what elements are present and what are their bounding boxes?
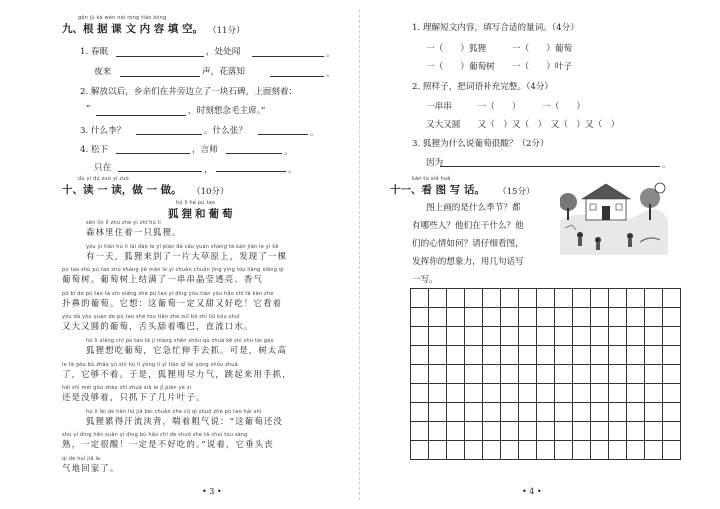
grid-cell[interactable] <box>627 403 645 422</box>
story-title: 狐狸和葡萄 <box>168 208 236 220</box>
grid-cell[interactable] <box>573 308 591 327</box>
q9-1d: 声，花落知 <box>202 67 245 77</box>
grid-cell[interactable] <box>591 327 609 346</box>
blank[interactable] <box>96 115 186 116</box>
grid-cell[interactable] <box>555 327 573 346</box>
prompt-line: 发挥你的想象力，用几句话写 <box>412 257 524 267</box>
grid-cell[interactable] <box>537 365 555 384</box>
grid-cell[interactable] <box>501 422 519 441</box>
grid-cell[interactable] <box>555 289 573 308</box>
story-line-pinyin: pū bí de pú tao tā xīn xiǎng zhè pú tao yí dìng yòu tián yòu hǎo chī tā kàn zhe <box>62 290 274 297</box>
story-line: 狐狸想吃葡萄，它急忙伸手去抓。可是，树太高 <box>86 345 288 355</box>
story-line-pinyin: le tā gòu bù zháo yú shì hú li yòng lì yì tiào qǐ lái yòng shǒu zhuā <box>62 361 238 368</box>
grid-cell[interactable] <box>591 308 609 327</box>
blank[interactable] <box>116 153 190 154</box>
blank[interactable] <box>136 134 202 135</box>
grid-cell[interactable] <box>519 365 537 384</box>
grid-cell[interactable] <box>447 403 465 422</box>
grid-cell[interactable] <box>537 403 555 422</box>
story-line: 气地回家了。 <box>62 463 120 473</box>
grid-cell[interactable] <box>663 327 681 346</box>
grid-cell[interactable] <box>519 384 537 403</box>
grid-cell[interactable] <box>411 308 429 327</box>
story-line-pinyin: hú li xiǎng chī pú tao tā jí máng shēn shǒu qù zhuā kě shì shù tài gāo <box>86 338 274 344</box>
q3-answer-label: 因为 <box>426 158 444 168</box>
grid-cell[interactable] <box>429 365 447 384</box>
story-line-pinyin: hú li lèi de hàn liú jiā bèi chuǎn zhe cū qì shuō zhè pú tao hái shì <box>86 408 262 415</box>
grid-cell[interactable] <box>645 441 663 460</box>
story-line-pinyin: yòu dà yòu yuán de pú tao shé tou tiǎn zhe zuǐ bā zhí liú kǒu shuǐ <box>62 314 240 321</box>
grid-cell[interactable] <box>429 384 447 403</box>
grid-cell[interactable] <box>609 365 627 384</box>
blank[interactable] <box>216 171 286 172</box>
grid-cell[interactable] <box>591 365 609 384</box>
grid-cell[interactable] <box>609 384 627 403</box>
grid-cell[interactable] <box>447 365 465 384</box>
grid-cell[interactable] <box>627 327 645 346</box>
grid-cell[interactable] <box>411 289 429 308</box>
grid-cell[interactable] <box>555 422 573 441</box>
story-line-pinyin: sēn lín lǐ zhù zhe yì zhī hú li <box>86 220 161 226</box>
grid-cell[interactable] <box>483 422 501 441</box>
grid-cell[interactable] <box>501 441 519 460</box>
grid-cell[interactable] <box>411 384 429 403</box>
grid-cell[interactable] <box>645 365 663 384</box>
grid-cell[interactable] <box>429 327 447 346</box>
grid-cell[interactable] <box>465 308 483 327</box>
grid-cell[interactable] <box>573 403 591 422</box>
sec11-pinyin: kàn tú xiě huà <box>412 176 451 182</box>
grid-cell[interactable] <box>483 365 501 384</box>
q3-blank[interactable] <box>440 166 660 167</box>
grid-cell[interactable] <box>627 384 645 403</box>
grid-cell[interactable] <box>465 365 483 384</box>
grid-cell[interactable] <box>609 441 627 460</box>
grid-cell[interactable] <box>429 422 447 441</box>
grid-cell[interactable] <box>663 441 681 460</box>
grid-cell[interactable] <box>411 365 429 384</box>
q1: 1. 理解短文内容，填写合适的量词。（4分） <box>412 23 579 33</box>
sec9-pinyin: gēn jù kè wén nèi róng tián kòng <box>78 15 167 21</box>
grid-cell[interactable] <box>429 403 447 422</box>
grid-cell[interactable] <box>555 365 573 384</box>
q9-2b: “ <box>86 104 91 114</box>
grid-cell[interactable] <box>501 327 519 346</box>
grid-cell[interactable] <box>501 403 519 422</box>
q9-4a: 4. 松下 <box>80 145 109 155</box>
story-line-pinyin: qì de huí jiā le <box>62 456 101 462</box>
grid-cell[interactable] <box>537 422 555 441</box>
sec10-title: 十、读 一 读，做 一 做。 <box>62 184 182 196</box>
grid-cell[interactable] <box>483 308 501 327</box>
q2: 2. 照样子，把词语补充完整。（4分） <box>412 82 554 92</box>
grid-cell[interactable] <box>501 308 519 327</box>
grid-cell[interactable] <box>645 422 663 441</box>
blank[interactable] <box>252 56 324 57</box>
grid-cell[interactable] <box>555 441 573 460</box>
grid-cell[interactable] <box>555 308 573 327</box>
grid-cell[interactable] <box>627 441 645 460</box>
q9-2c: ，时刻想念毛主席。” <box>188 106 266 116</box>
grid-cell[interactable] <box>483 441 501 460</box>
grid-cell[interactable] <box>573 441 591 460</box>
grid-cell[interactable] <box>663 346 681 365</box>
grid-cell[interactable] <box>483 327 501 346</box>
grid-cell[interactable] <box>627 308 645 327</box>
grid-cell[interactable] <box>411 422 429 441</box>
grid-cell[interactable] <box>447 308 465 327</box>
story-line-pinyin: yǒu yì tiān hú li lái dào le yí piàn dà cǎo yuán shàng tā kàn jiàn le yì kē <box>86 243 279 250</box>
story-line: 还是没够着，只抓下了几片叶子。 <box>62 392 206 403</box>
story-line-pinyin: shú yí dìng hěn suān yí dìng bù hǎo chī de shuō zhe tā chuí tóu sàng <box>62 432 248 439</box>
grid-cell[interactable] <box>627 346 645 365</box>
grid-cell[interactable] <box>573 346 591 365</box>
page-number: • 3 • <box>202 487 222 496</box>
grid-cell[interactable] <box>573 384 591 403</box>
grid-cell[interactable] <box>645 327 663 346</box>
grid-cell[interactable] <box>429 308 447 327</box>
grid-cell[interactable] <box>573 422 591 441</box>
story-line: 有一天，狐狸来到了一片大草原上，发现了一棵 <box>86 250 288 261</box>
grid-cell[interactable] <box>591 384 609 403</box>
grid-cell[interactable] <box>411 346 429 365</box>
q9-1b: ，处处闻 <box>206 47 241 57</box>
story-line: 熟，一定很酸！一定是不好吃的。”说着，它垂头丧 <box>62 439 274 450</box>
blank[interactable] <box>118 171 202 172</box>
spring-scene-illustration <box>560 180 668 255</box>
grid-cell[interactable] <box>537 327 555 346</box>
prompt-line: 有哪些人？他们在干什么？他 <box>412 221 524 231</box>
grid-cell[interactable] <box>483 289 501 308</box>
q2-row1: 一串串 一（ ） 一（ ） <box>426 102 585 112</box>
grid-cell[interactable] <box>537 384 555 403</box>
grid-cell[interactable] <box>483 346 501 365</box>
grid-cell[interactable] <box>537 346 555 365</box>
story-line: 扑鼻的葡萄。它想：这葡萄一定又甜又好吃！它看着 <box>62 297 283 308</box>
grid-cell[interactable] <box>645 403 663 422</box>
q9-4b: ，言师 <box>192 145 218 155</box>
grid-cell[interactable] <box>537 308 555 327</box>
blank[interactable] <box>226 153 282 154</box>
grid-cell[interactable] <box>591 422 609 441</box>
q9-3a: 3. 什么李？ <box>80 126 126 136</box>
story-line: 葡萄树。葡萄树上结满了一串串晶莹透亮、香气 <box>62 274 264 285</box>
grid-cell[interactable] <box>465 441 483 460</box>
grid-cell[interactable] <box>411 327 429 346</box>
left-page: gēn jù kè wén nèi róng tián kòng 九、根 据 课 文 内 容 填 空。 （11分） 1. 春眠 ，处处闻 。 夜来 声，花落知 。 2. 解放以后，乡亲们在井旁边立了一块石碑，上面刻着： “ ，时刻想念毛主席。” 3. 什么李？ 。什么张？ 。 4. 松下 ，言师 。 只在 ， 。 dú yi dú zuò yi zuò 十、读 一 读，做 一 做。 （10分） hú li hé pú tao 狐狸和葡萄 sēn lín lǐ zhù zhe yì zhī hú li 森林里住着一只狐狸。 yǒu yì tiān hú li lái dào le yí piàn dà cǎo yuán shàng tā kàn jiàn le yì kē 有一天，狐狸来到了一片大草原上，发现了一棵 pú tao shù pú tao shù shàng jiē mǎn le yí chuàn chuàn jīng yíng tòu liàng xiāng qì 葡萄树。葡萄树上结满了一串串晶莹透亮、香气 pū bí de pú tao tā xīn xiǎng zhè pú tao yí dìng yòu tián yòu hǎo chī tā kàn zhe 扑鼻的葡萄。它想：这葡萄一定又甜又好吃！它看着 yòu dà yòu yuán de pú tao shé tou tiǎn zhe zuǐ bā zhí liú kǒu shuǐ 又大又圆的葡萄，舌头舔着嘴巴，直流口水。 hú li xiǎng chī pú tao tā jí máng shēn shǒu qù zhuā kě shì shù tài gāo 狐狸想吃葡萄，它急忙伸手去抓。可是，树太高 le tā gòu bù zháo yú shì hú li yòng lì yì tiào qǐ lái yòng shǒu zhuā 了，它够不着。于是，狐狸用尽力气，跳起来用手抓， hái shì méi gòu zháo zhǐ zhuā xià le jǐ piàn yè zi 还是没够着，只抓下了几片叶子。 hú li lèi de hàn liú jiā bèi chuǎn zhe cū qì shuō zhè pú tao hái shì 狐狸累得汗流浃背，喘着粗气说：“这葡萄还没 shú yí dìng hěn suān yí dìng bù hǎo chī de shuō zhe tā chuí tóu sàng 熟，一定很酸！一定是不好吃的。”说着，它垂头丧 qì de huí jiā le 气地回家了。 • 3 • <box>62 15 335 496</box>
q1-row1: 一（ ）狐狸 一（ ）葡萄 <box>426 44 573 54</box>
grid-cell[interactable] <box>483 384 501 403</box>
grid-cell[interactable] <box>411 441 429 460</box>
grid-cell[interactable] <box>645 308 663 327</box>
q1-row2: 一（ ）葡萄树 一（ ）叶子 <box>426 62 573 72</box>
grid-cell[interactable] <box>573 365 591 384</box>
grid-cell[interactable] <box>573 289 591 308</box>
sec11-title: 十一、看 图 写 话。 <box>390 184 485 196</box>
blank[interactable] <box>270 76 324 77</box>
prompt-line: 们的心情如何？请仔细看图， <box>412 239 524 249</box>
grid-cell[interactable] <box>609 327 627 346</box>
grid-cell[interactable] <box>465 403 483 422</box>
grid-cell[interactable] <box>663 365 681 384</box>
grid-cell[interactable] <box>663 403 681 422</box>
grid-cell[interactable] <box>591 346 609 365</box>
grid-cell[interactable] <box>609 422 627 441</box>
grid-cell[interactable] <box>609 346 627 365</box>
grid-cell[interactable] <box>465 422 483 441</box>
grid-cell[interactable] <box>663 422 681 441</box>
grid-cell[interactable] <box>519 346 537 365</box>
grid-cell[interactable] <box>645 384 663 403</box>
prompt-line: 图上画的是什么季节？都 <box>426 203 521 213</box>
grid-cell[interactable] <box>429 346 447 365</box>
page-number: • 4 • <box>522 487 542 496</box>
grid-cell[interactable] <box>627 289 645 308</box>
q9-1c: 夜来 <box>94 67 112 77</box>
grid-cell[interactable] <box>627 365 645 384</box>
grid-cell[interactable] <box>645 289 663 308</box>
right-page: 1. 理解短文内容，填写合适的量词。（4分） 一（ ）狐狸 一（ ）葡萄 一（ ）葡萄树 一（ ）叶子 2. 照样子，把词语补充完整。（4分） 一串串 一（ ） 一（ ） 又大又圆 又（ ）又（ ） 又（ ）又（ ） 3. 狐狸为什么说葡萄很酸？（2分） 因为 。 kàn tú xiě huà 十一、看 图 写 话。 （15分） 图上画的是什么季节？都 有哪些人？他们在干什么？他 们的心情如何？请仔细看图， 发挥你的想象力，用几句话写 一写。 • 4 • <box>390 23 671 496</box>
story-line: 又大又圆的葡萄，舌头舔着嘴巴，直流口水。 <box>62 321 254 332</box>
grid-cell[interactable] <box>591 403 609 422</box>
sec10-score: （10分） <box>192 187 229 197</box>
grid-cell[interactable] <box>465 384 483 403</box>
story-line-pinyin: pú tao shù pú tao shù shàng jiē mǎn le yí chuàn chuàn jīng yíng tòu liàng xiāng qì <box>62 267 284 274</box>
grid-cell[interactable] <box>663 384 681 403</box>
grid-cell[interactable] <box>537 289 555 308</box>
grid-cell[interactable] <box>429 441 447 460</box>
grid-cell[interactable] <box>555 403 573 422</box>
grid-cell[interactable] <box>609 289 627 308</box>
grid-cell[interactable] <box>591 441 609 460</box>
grid-cell[interactable] <box>501 346 519 365</box>
grid-cell[interactable] <box>411 403 429 422</box>
grid-cell[interactable] <box>465 346 483 365</box>
q9-3b: 。什么张？ <box>204 126 247 136</box>
grid-cell[interactable] <box>519 327 537 346</box>
grid-cell[interactable] <box>519 403 537 422</box>
grid-cell[interactable] <box>429 289 447 308</box>
blank[interactable] <box>258 134 308 135</box>
prompt-line: 一写。 <box>412 275 438 285</box>
grid-cell[interactable] <box>609 308 627 327</box>
grid-cell[interactable] <box>609 403 627 422</box>
story-title-pinyin: hú li hé pú tao <box>176 200 216 206</box>
writing-grid[interactable] <box>410 288 681 460</box>
grid-cell[interactable] <box>555 384 573 403</box>
q9-4c: 只在 <box>94 163 112 173</box>
grid-cell[interactable] <box>645 346 663 365</box>
story-line-pinyin: hái shì méi gòu zháo zhǐ zhuā xià le jǐ piàn yè zi <box>62 385 192 392</box>
blank[interactable] <box>120 76 200 77</box>
grid-cell[interactable] <box>663 308 681 327</box>
sec9-title: 九、根 据 课 文 内 容 填 空。 <box>62 23 204 35</box>
grid-cell[interactable] <box>447 289 465 308</box>
grid-cell[interactable] <box>447 384 465 403</box>
blank[interactable] <box>116 56 204 57</box>
q9-2a: 2. 解放以后，乡亲们在井旁边立了一块石碑，上面刻着： <box>80 87 298 97</box>
grid-cell[interactable] <box>537 441 555 460</box>
grid-cell[interactable] <box>501 365 519 384</box>
q3: 3. 狐狸为什么说葡萄很酸？（2分） <box>412 139 549 149</box>
story-line: 森林里住着一只狐狸。 <box>86 227 182 237</box>
grid-cell[interactable] <box>483 403 501 422</box>
grid-cell[interactable] <box>627 422 645 441</box>
grid-cell[interactable] <box>555 346 573 365</box>
grid-cell[interactable] <box>591 289 609 308</box>
grid-cell[interactable] <box>519 441 537 460</box>
grid-cell[interactable] <box>465 327 483 346</box>
grid-cell[interactable] <box>519 308 537 327</box>
story-line: 了，它够不着。于是，狐狸用尽力气，跳起来用手抓， <box>62 368 292 379</box>
grid-cell[interactable] <box>501 289 519 308</box>
grid-cell[interactable] <box>573 327 591 346</box>
grid-cell[interactable] <box>447 346 465 365</box>
q2-row2: 又大又圆 又（ ）又（ ） 又（ ）又（ ） <box>426 120 620 130</box>
grid-cell[interactable] <box>447 327 465 346</box>
grid-cell[interactable] <box>447 422 465 441</box>
grid-cell[interactable] <box>663 289 681 308</box>
grid-cell[interactable] <box>519 422 537 441</box>
grid-cell[interactable] <box>501 384 519 403</box>
grid-cell[interactable] <box>519 289 537 308</box>
q9-1a: 1. 春眠 <box>80 47 109 57</box>
sec10-pinyin: dú yi dú zuò yi zuò <box>78 176 129 182</box>
story-line: 狐狸累得汗流浃背，喘着粗气说：“这葡萄还没 <box>86 415 283 426</box>
sec9-score: （11分） <box>208 26 245 36</box>
grid-cell[interactable] <box>447 441 465 460</box>
sec11-score: （15分） <box>498 187 535 197</box>
grid-cell[interactable] <box>465 289 483 308</box>
